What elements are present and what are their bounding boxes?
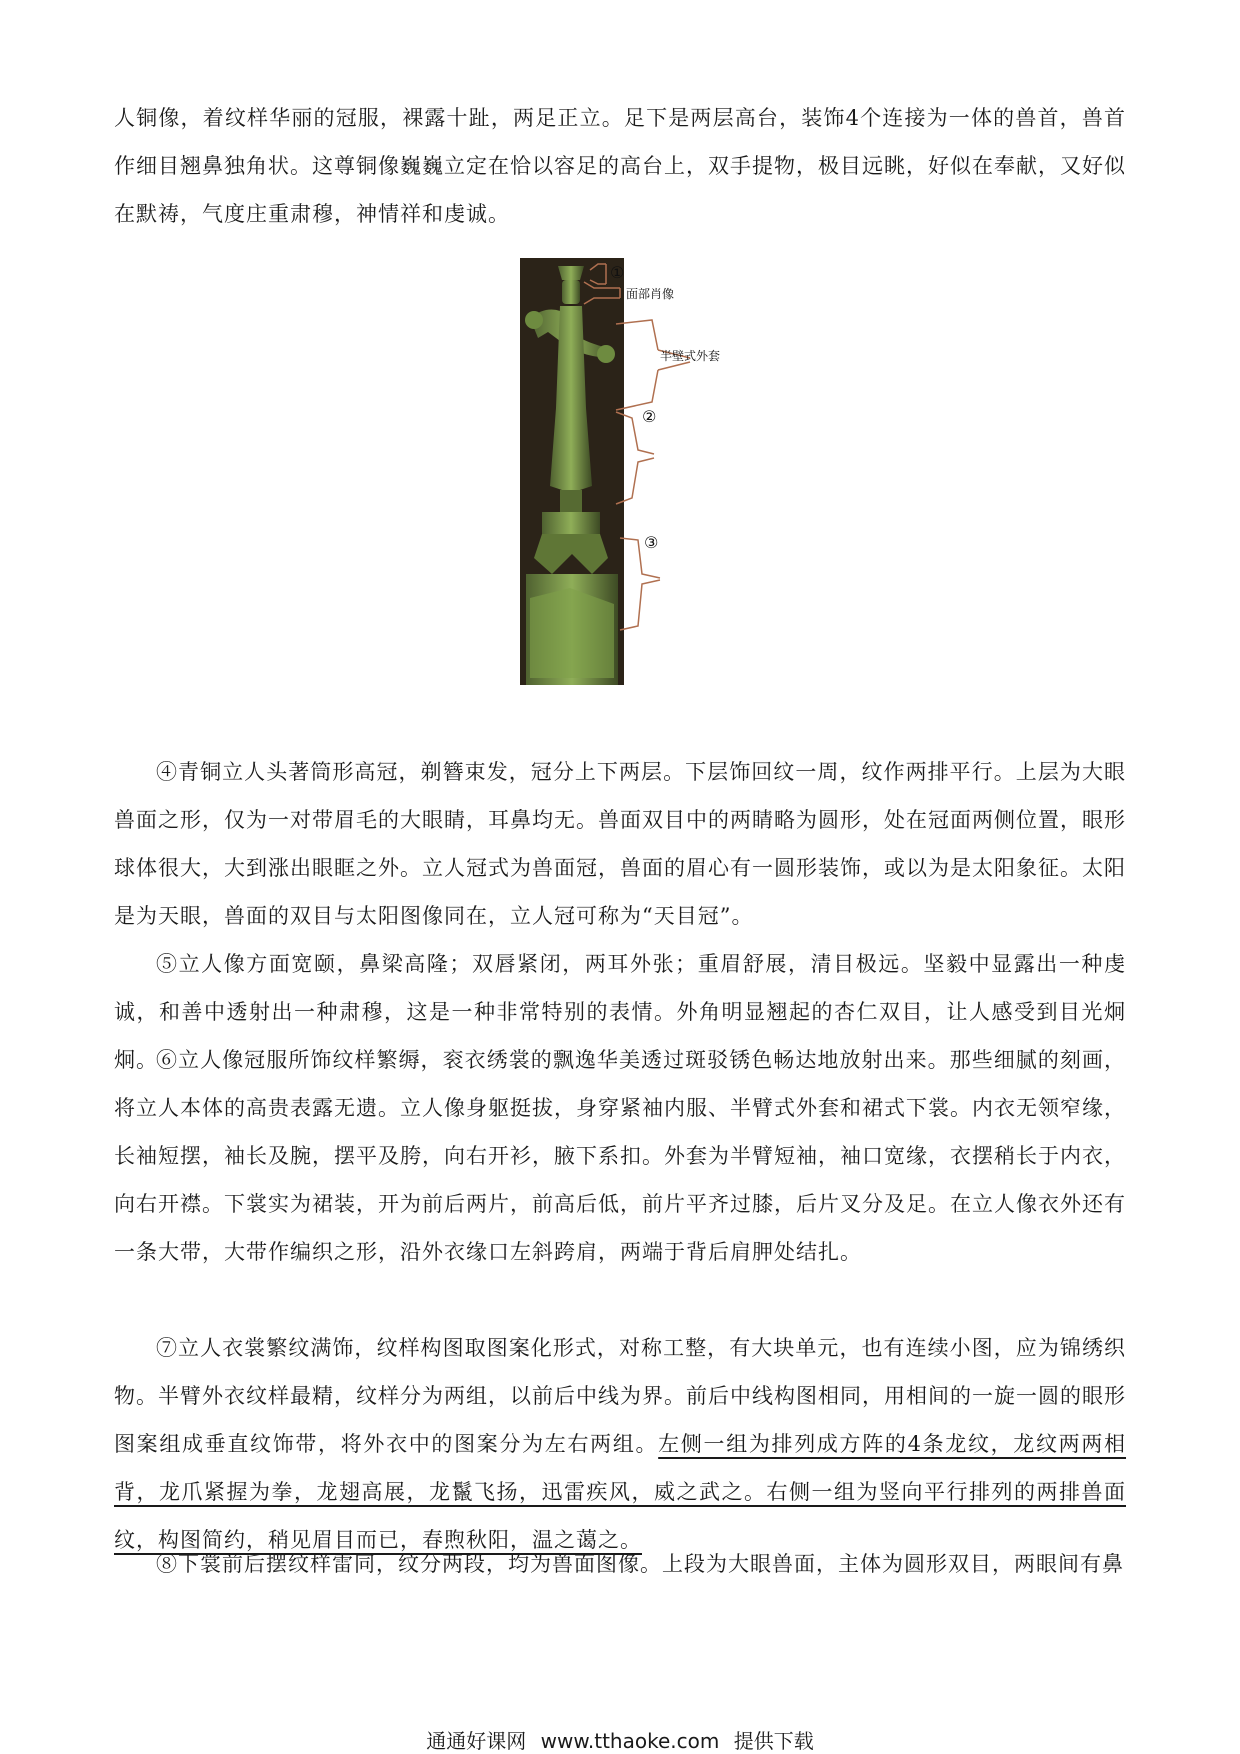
page-footer (0, 1725, 1240, 1754)
statue-right-hand (597, 345, 615, 363)
statue-platform-top (542, 512, 600, 534)
paragraph-5: ⑤立人像方面宽颐，鼻梁高隆；双唇紧闭，两耳外张；重眉舒展，清目极远。坚毅中显露出一种虔诚，和善中透射出一种肃穆，这是一种非常特别的表情。外角明显翘起的杏仁双目，让人感受到目光炯炯。 (114, 952, 1126, 1072)
annotation-label-2: ② (642, 407, 657, 426)
intro-paragraph: 人铜像，着纹样华丽的冠服，裸露十趾，两足正立。足下是两层高台，装饰4个连接为一体的兽首，兽首作细目翘鼻独角状。这尊铜像巍巍立定在恰以容足的高台上，双手提物，极目远眺，好似在奉献，又好似在默祷，气度庄重肃穆，神情祥和虔诚。 (114, 106, 1126, 226)
paragraph-7-underlined-text: 左侧一组为排列成方阵的4条龙纹，龙纹两两相背，龙爪紧握为拳，龙翅高展，龙鬣飞扬，迅雷疾风，威之武之。右侧一组为竖向平行排列的两排兽面纹，构图简约，稍见眉目而已，春煦秋阳，温之蔼之。 (114, 1432, 1127, 1552)
statue-legs (560, 490, 582, 512)
statue-left-hand (525, 311, 543, 329)
paragraph-8: ⑧下裳前后摆纹样雷同，纹分两段，均为兽面图像。上段为大眼兽面，主体为圆形双目，两眼间有鼻 (156, 1552, 1124, 1576)
annotation-label-1: ① (610, 263, 625, 282)
annotation-label-jacket: 半壁式外套 (660, 349, 721, 363)
footer-note: 提供下载 (733, 1729, 814, 1753)
annotation-bracket-jacket (616, 320, 690, 410)
statue-base-patina (530, 588, 614, 678)
bronze-statue-figure (520, 258, 760, 685)
footer-site-name: 通通好课网 (426, 1729, 527, 1753)
paragraph-6: ⑥立人像冠服所饰纹样繁缛，衮衣绣裳的飘逸华美透过斑驳锈色畅达地放射出来。那些细腻的刻画，将立人本体的高贵表露无遗。立人像身躯挺拔，身穿紧袖内服、半臂式外套和裙式下裳。内衣无领窄缘，长袖短摆，袖长及腕，摆平及胯，向右开衫，腋下系扣。外套为半臂短袖，袖口宽缘，衣摆稍长于内衣，向右开襟。下裳实为裙装，开为前后两片，前高后低，前片平齐过膝，后片叉分及足。在立人像衣外还有一条大带，大带作编织之形，沿外衣缘口左斜跨肩，两端于背后肩胛处结扎。 (114, 1048, 1126, 1264)
footer-url[interactable]: www.tthaoke.com (540, 1729, 720, 1753)
statue-face (562, 280, 580, 304)
paragraph-7-text: ⑦立人衣裳繁纹满饰，纹样构图取图案化形式，对称工整，有大块单元，也有连续小图，应为锦绣织物。半臂外衣纹样最精，纹样分为两组，以前后中线为界。前后中线构图相同，用相间的一旋一圆的眼形图案组成垂直纹饰带，将外衣中的图案分为左右两组。 (114, 1336, 1126, 1456)
statue-crown (558, 266, 584, 280)
paragraph-7 (114, 1324, 1126, 1564)
annotation-label-face: 面部肖像 (626, 287, 675, 301)
paragraph-4: ④青铜立人头著筒形高冠，剃簪束发，冠分上下两层。下层饰回纹一周，纹作两排平行。上层为大眼兽面之形，仅为一对带眉毛的大眼睛，耳鼻均无。兽面双目中的两睛略为圆形，处在冠面两侧位置，眼形球体很大，大到涨出眼眶之外。立人冠式为兽面冠，兽面的眉心有一圆形装饰，或以为是太阳象征。太阳是为天眼，兽面的双目与太阳图像同在，立人冠可称为“天目冠”。 (114, 760, 1126, 928)
annotation-label-3: ③ (644, 533, 659, 552)
